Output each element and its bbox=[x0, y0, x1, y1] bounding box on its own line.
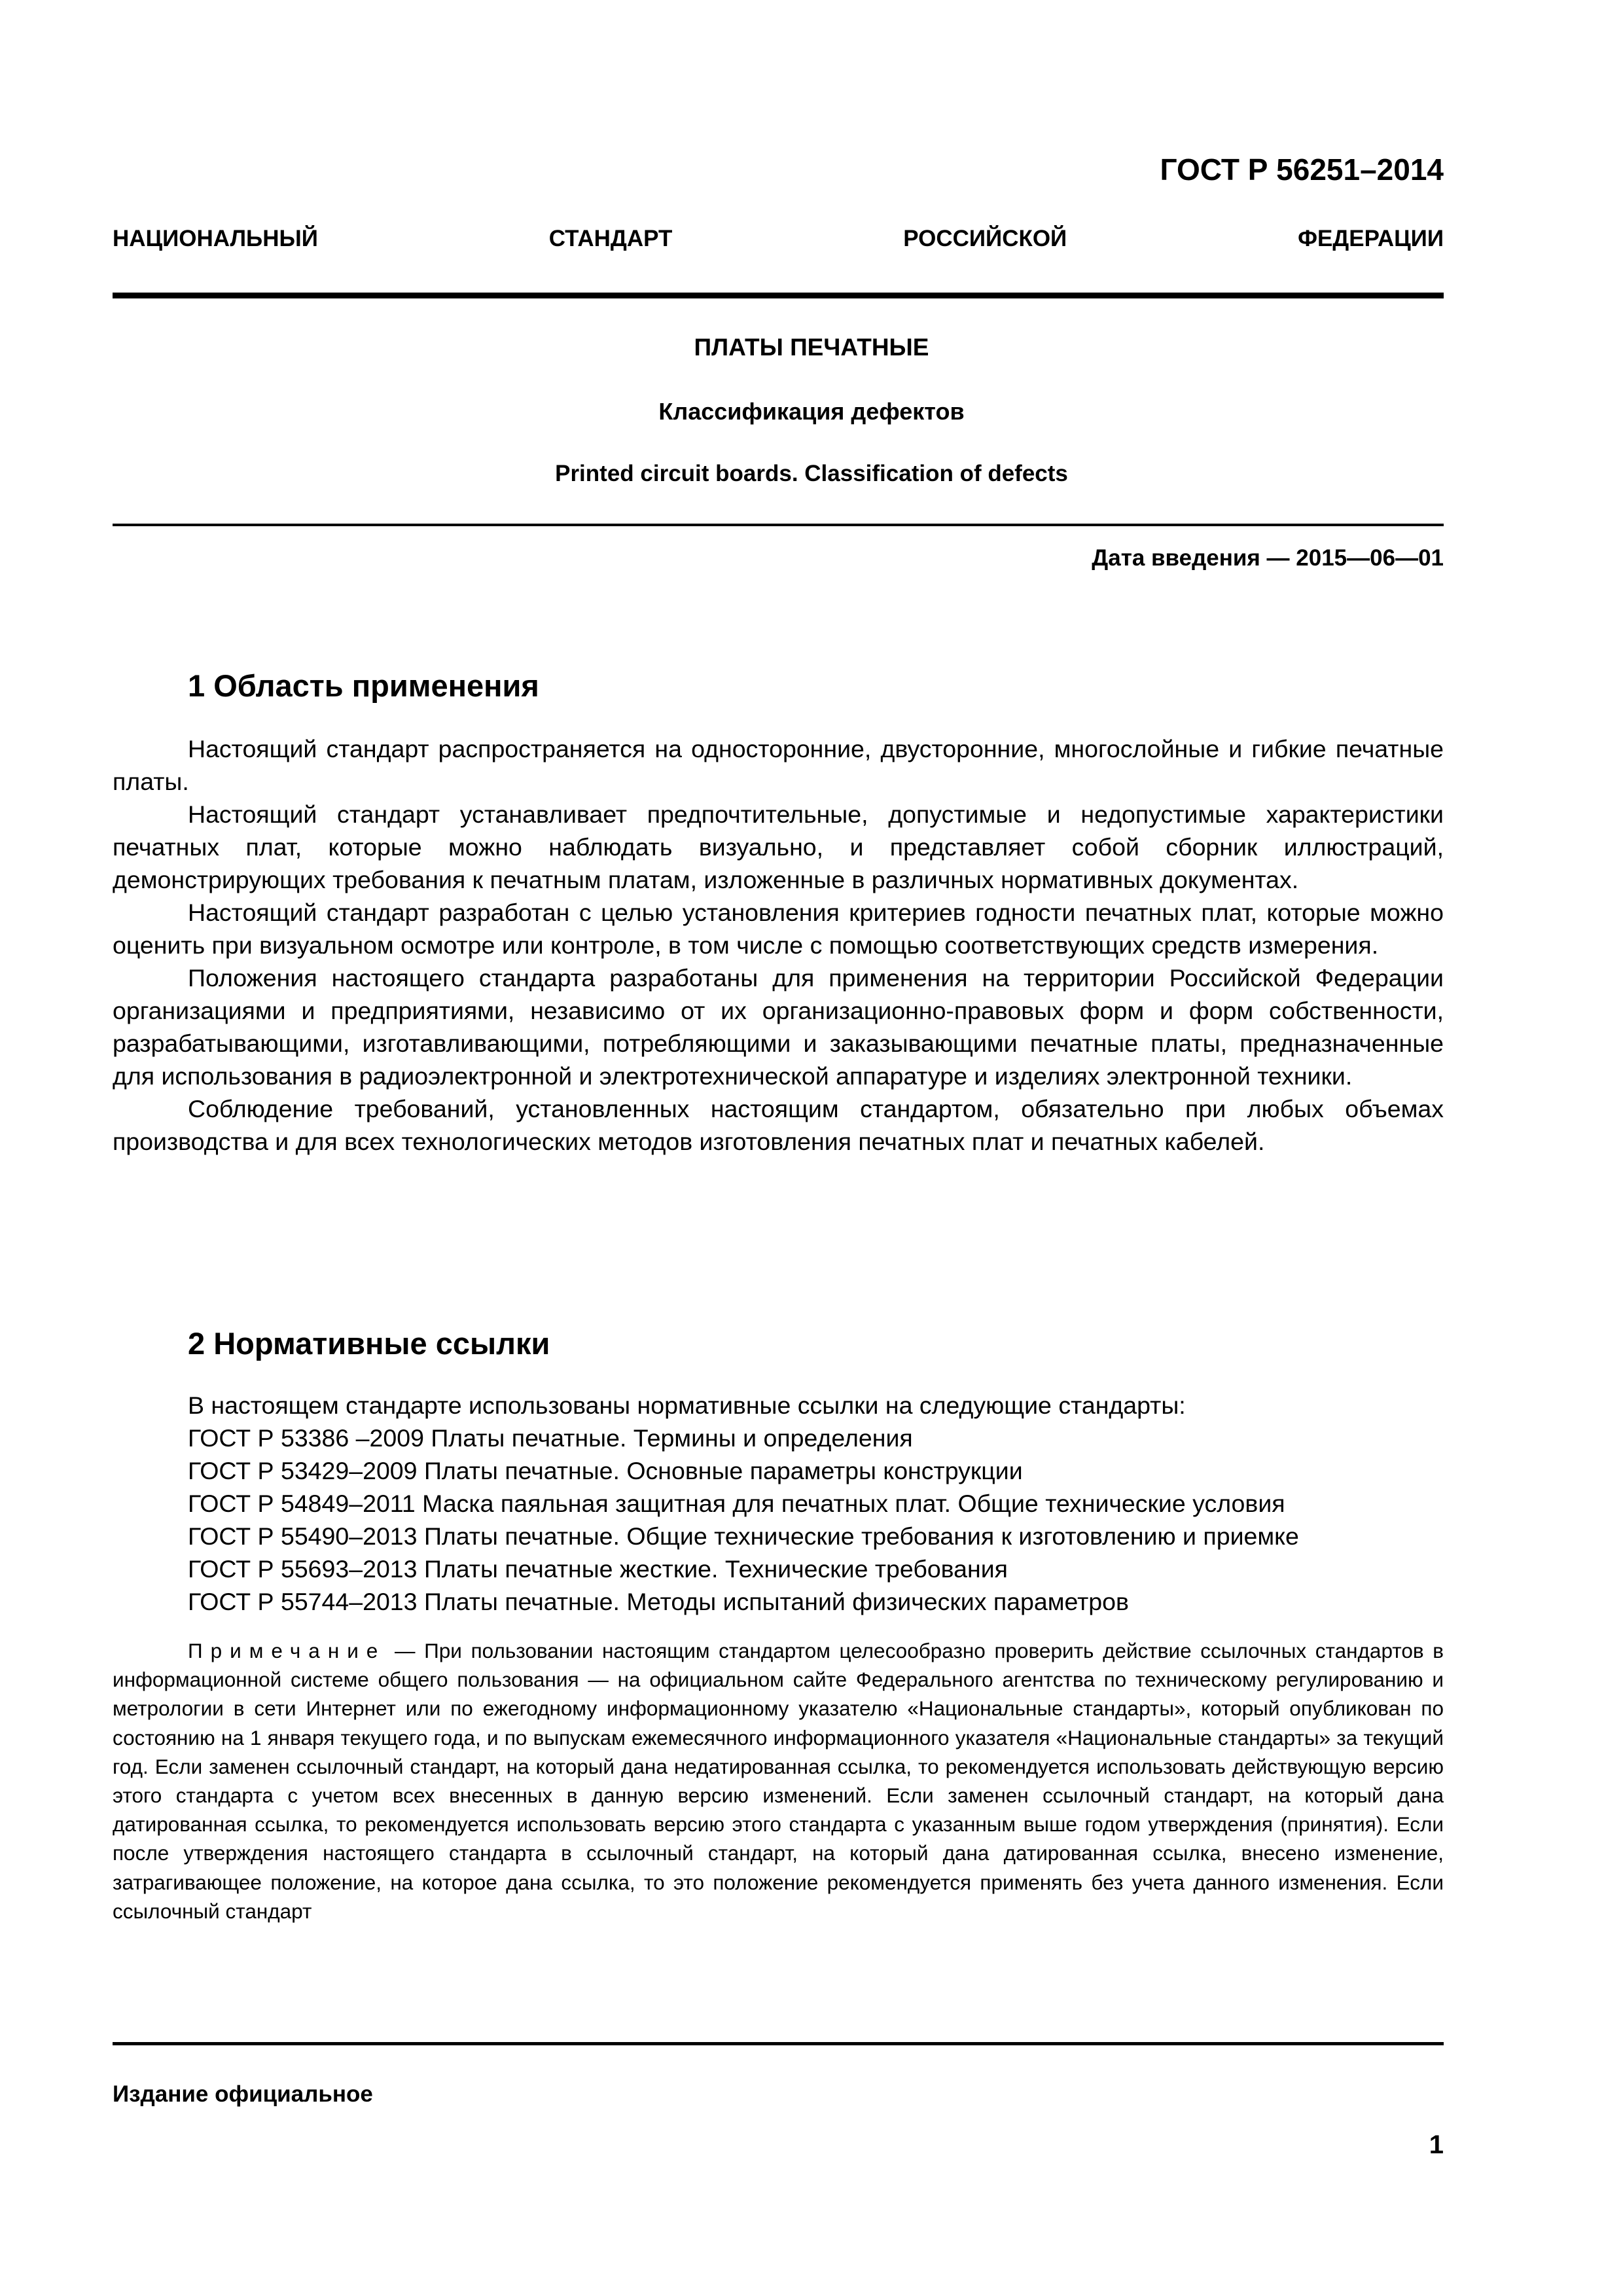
section-1-heading: 1 Область применения bbox=[188, 668, 539, 703]
page-number: 1 bbox=[1429, 2130, 1444, 2159]
paragraph: Соблюдение требований, установленных настоящим стандартом, обязательно при любых объемах производства и для всех технологических методов изготовления печатных плат и печатных кабелей. bbox=[113, 1095, 1444, 1155]
edition-label: Издание официальное bbox=[113, 2081, 373, 2107]
title-divider bbox=[113, 524, 1444, 526]
document-title-english: Printed circuit boards. Classification of defects bbox=[555, 461, 1068, 486]
paragraph: Настоящий стандарт устанавливает предпочтительные, допустимые и недопустимые характеристики печатных плат, которые можно наблюдать визуально, и представляет собой сборник иллюстраций, демонстрирующих требования к печатным платам, изложенные в различных нормативных документах. bbox=[113, 800, 1444, 893]
reference-item: ГОСТ Р 53429–2009 Платы печатные. Основные параметры конструкции bbox=[188, 1457, 1023, 1484]
paragraph: Настоящий стандарт разработан с целью установления критериев годности печатных плат, которые можно оценить при визуальном осмотре или контроле, в том числе с помощью соответствующих средств измерения. bbox=[113, 899, 1444, 959]
document-subtitle: Классификация дефектов bbox=[658, 398, 965, 425]
document-number: ГОСТ Р 56251–2014 bbox=[1160, 152, 1444, 187]
section-2-heading: 2 Нормативные ссылки bbox=[188, 1326, 550, 1361]
reference-item: ГОСТ Р 53386 –2009 Платы печатные. Термины и определения bbox=[188, 1424, 913, 1452]
introduction-date: Дата введения — 2015—06—01 bbox=[1092, 545, 1444, 571]
section-1-body bbox=[113, 732, 1444, 1158]
reference-item: ГОСТ Р 55693–2013 Платы печатные жесткие. Технические требования bbox=[188, 1555, 1008, 1583]
references-intro: В настоящем стандарте использованы нормативные ссылки на следующие стандарты: bbox=[188, 1391, 1186, 1419]
note-block bbox=[113, 1636, 1444, 1926]
note-label: Примечание bbox=[188, 1639, 386, 1662]
document-title: ПЛАТЫ ПЕЧАТНЫЕ bbox=[694, 334, 929, 361]
paragraph: Положения настоящего стандарта разработаны для применения на территории Российской Федерации организациями и предприятиями, независимо от их организационно-правовых форм и форм собственности, разрабатывающими, изготавливающими, потребляющими и заказывающими печатные платы, предназначенные для использования в радиоэлектронной и электротехнической аппаратуре и изделиях электронной техники. bbox=[113, 964, 1444, 1090]
national-standard-banner: НАЦИОНАЛЬНЫЙ СТАНДАРТ РОССИЙСКОЙ ФЕДЕРАЦИИ bbox=[113, 226, 1444, 251]
reference-item: ГОСТ Р 55744–2013 Платы печатные. Методы испытаний физических параметров bbox=[188, 1588, 1129, 1615]
note-text: — При пользовании настоящим стандартом целесообразно проверить действие ссылочных стандартов в информационной системе общего пользования — на официальном сайте Федерального агентства по техническому регулированию и метрологии в сети Интернет или по ежегодному информационному указателю «Национальные стандарты», который опубликован по состоянию на 1 января текущего года, и по выпускам ежемесячного информационного указателя «Национальные стандарты» за текущий год. Если заменен ссылочный стандарт, на который дана недатированная ссылка, то рекомендуется использовать действующую версию этого стандарта с учетом всех внесенных в данную версию изменений. Если заменен ссылочный стандарт, на который дана датированная ссылка, то рекомендуется использовать версию этого стандарта с указанным выше годом утверждения (принятия). Если после утверждения настоящего стандарта в ссылочный стандарт, на который дана датированная ссылка, внесено изменение, затрагивающее положение, на которое дана ссылка, то это положение рекомендуется применять без учета данного изменения. Если ссылочный стандарт bbox=[113, 1639, 1444, 1923]
top-divider bbox=[113, 293, 1444, 298]
section-2-body bbox=[188, 1389, 1444, 1618]
reference-item: ГОСТ Р 55490–2013 Платы печатные. Общие технические требования к изготовлению и приемке bbox=[188, 1522, 1299, 1550]
paragraph: Настоящий стандарт распространяется на односторонние, двусторонние, многослойные и гибкие печатные платы. bbox=[113, 735, 1444, 795]
footer-divider bbox=[113, 2042, 1444, 2045]
reference-item: ГОСТ Р 54849–2011 Маска паяльная защитная для печатных плат. Общие технические условия bbox=[188, 1490, 1285, 1517]
